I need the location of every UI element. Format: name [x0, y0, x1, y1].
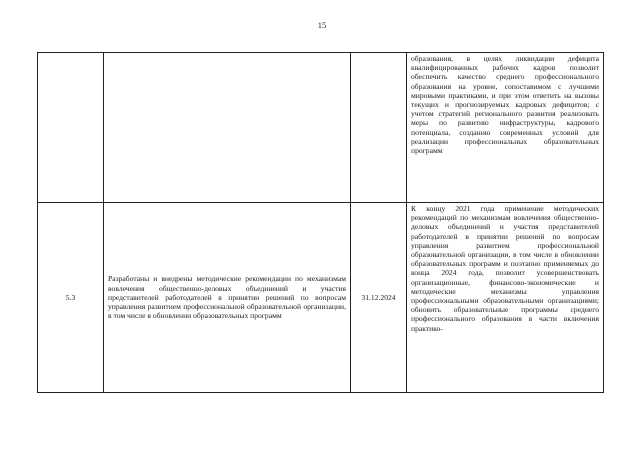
result-cell [407, 53, 604, 203]
row-number-cell [38, 53, 104, 203]
description-text: Разработаны и внедрены методические рекомендации по механизмам вовлечения общественно-деловых объединений и участия представителей работодателей в принятии решений по вопросам управления развитием профессиональной образовательной организации, в том числе в обновлении образовательных программ [108, 274, 346, 321]
result-text: К концу 2021 года применение методических рекомендаций по механизмам вовлечения общественно-деловых объединений и участия представителей работодателей в принятии решений по вопросам управления развитием профессиональной образовательной организации, в том числе в обновлении образовательных программ и поэтапно применяемых до конца 2024 года, позволит усовершенствовать организационные, финансово-экономические и методические механизмы управления профессиональными образовательными организациями; обновить образовательные программы среднего профессионального образования в части включения практико- [411, 204, 599, 333]
date-cell [351, 53, 407, 203]
page-number: 15 [317, 20, 327, 30]
table-row [38, 53, 604, 203]
row-number-cell [38, 203, 104, 393]
document-table [37, 52, 604, 393]
table-row [38, 203, 604, 393]
result-cell [407, 203, 604, 393]
date-cell [351, 203, 407, 393]
due-date: 31.12.2024 [361, 292, 396, 302]
row-number: 5.3 [65, 292, 76, 302]
description-cell [104, 203, 351, 393]
description-text [104, 53, 350, 54]
description-cell [104, 53, 351, 203]
result-text: образования, в целях ликвидации дефицита квалифицированных рабочих кадров позволит обеспечить качество среднего профессионального образования на уровне, сопоставимом с лучшими мировыми практиками, и при этом ответить на вызовы текущих и прогнозируемых кадровых дефицитов; с учетом стратегий регионального развития реализовать меры по развитию инфраструктуры, кадрового потенциала, созданию современных условий для реализации профессиональных образовательных программ [411, 54, 599, 156]
